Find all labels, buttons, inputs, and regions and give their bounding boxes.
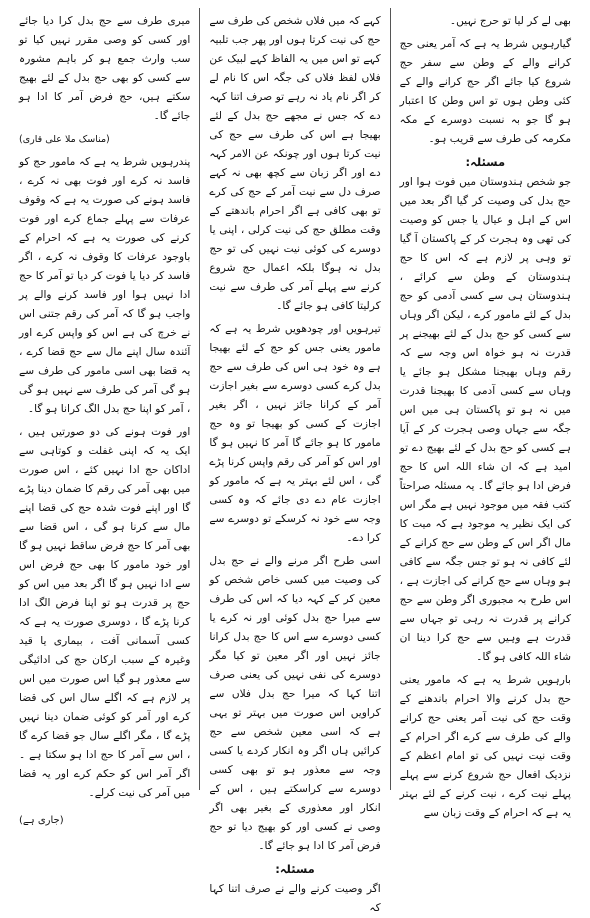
paragraph: اگر وصیت کرنے والے نے صرف اتنا کہا کہ [209, 883, 381, 914]
paragraph: تیرہویں اور چودھویں شرط یہ ہے کہ مامور یعنی جس کو حج کے لئے بھیجا ہے وہ خود ہی اس کی طرف سے حج بدل کرے کسی دوسرے سے بغیر اجازت آمر کے کرانا جائز نہیں ، اگر بغیر اجازت کے کسی کو بھیجا تو وہ حج مامور کا ہو جائے گا آمر کا نہیں ہو گا اور اس کو آمر کی رقم واپس کرنا پڑے گی ، اس لئے بہتر یہ ہے کہ مامور کو اجازت عام دے دی جائے کہ وہ کسی وجہ سے خود نہ کرسکے تو دوسرے سے کرا دے۔ [209, 323, 381, 544]
paragraph: جو شخص ہندوستان میں فوت ہوا اور حج بدل کی وصیت کر گیا اگر بعد میں اس کے اہل و عیال یا جس کو وصیت کی تھی وہ ہجرت کر کے پاکستان آ گیا تو وہی پر لازم ہے کہ اس کا حج ہندوستان کے وطن سے کرائے ، ہندوستان ہی سے کسی آدمی کو حج بدل کے لئے مامور کرے ، لیکن اگر وہاں سے کسی کو حج بدل کے لئے بھیجنے پر قدرت نہ ہو خواہ اس وجہ سے کہ رقم وہاں بھیجنا مشکل ہو جائے یا وہاں سے کسی آدمی کا بھیجنا قدرت میں نہ ہو تو پاکستان ہی میں اس جگہ سے جہاں وصی ہجرت کر کے آیا ہے کسی کو حج بدل کے لئے بھیج دے تو امید ہے کہ ان شاء اللہ اس کا حج فرض ادا ہو جائے گا۔ یہ مسئلہ صراحتاً کتب فقہ میں موجود نہیں ہے مگر اس کی ایک نظیر یہ موجود ہے کہ میت کا مال اگر اس کے وطن سے حج کرانے کے لئے کافی نہ ہو تو جس جگہ سے کافی ہو وہاں سے حج کرانے کی اجازت ہے ، اس طرح بہ مجبوری اگر وطن سے حج کرانے پر قدرت نہ رہی تو جہاں سے قدرت ہے وہیں سے حج کرا دینا ان شاء اللہ کافی ہو گا۔ [399, 176, 571, 663]
paragraph: کہے کہ میں فلاں شخص کی طرف سے حج کی نیت کرتا ہوں اور پھر جب تلبیہ کہے تو اس میں یہ الفاظ کہے لبیک عن فلاں لفظ فلاں کی جگہ اس کا نام لے کر اگر نام یاد نہ رہے تو صرف اتنا کہہ دے کہ جس نے مجھے حج بدل کے لئے بھیجا ہے اس کی طرف سے حج کی نیت کرتا ہوں اور چونکہ عن الامر کہہ دے اور اگر زبان سے کچھ بھی نہ کہے صرف دل سے نیت آمر کے حج کی کرے تو بھی کافی ہے اگر احرام باندھتے کے وقت مطلق حج کی نیت کرلی ، اپنی یا دوسرے کی کوئی نیت نہیں کی تو حج بدل نہ ہوگا بلکہ اعمال حج شروع کرنے سے پہلے آمر کی طرف سے نیت کرلیتا کافی ہو جائے گا۔ [209, 15, 381, 312]
paragraph: اور فوت ہونے کی دو صورتیں ہیں ، ایک یہ کہ اپنی غفلت و کوتاہی سے اداکان حج ادا نہیں کئے ، اس صورت میں بھی آمر کی رقم کا ضمان دینا پڑے گا اور اپنے فوت شدہ حج کی قضا اپنے مال سے کرنا ہو گی ، اس قضا سے بھی آمر کا حج فرض ساقط نہیں ہو گا اور خود مامور کا بھی حج فرض اس سے ادا نہیں ہو گا اگر بعد میں اس کو حج پر قدرت ہو تو اپنا فرض الگ ادا کرنا پڑے گا ، دوسری صورت یہ ہے کہ کسی آسمانی آفت ، بیماری یا قید وغیرہ کے سبب ارکان حج کی ادائیگی سے معذور ہو گیا اس صورت میں اس پر لازم ہے کہ اگلے سال اس کی قضا کرے اور آمر کو کوئی ضمان دینا نہیں پڑے گا ، مگر اگلے سال جو قضا کرے گا ، اس سے آمر کا حج ادا ہو سکتا ہے ۔ اگر آمر اس کو حکم کرے اور یہ قضا میں آمر کی نیت کرلے۔ [19, 426, 191, 799]
section-heading: مسئلہ: [275, 862, 315, 876]
text-column-right [391, 8, 580, 819]
paragraph: بھی لے کر لیا تو حرج نہیں۔ [449, 15, 571, 27]
paragraph: میری طرف سے حج بدل کرا دیا جائے اور کسی کو وصی مقرر نہیں کیا تو سب وارث جمع ہو کر باہم مشورہ سے کسی کو بھی حج بدل کے لئے بھیج سکتے ہیں، حج فرض آمر کا ادا ہو جائے گا۔ [19, 15, 191, 122]
citation: (مناسک ملا علی قاری) [19, 134, 110, 145]
paragraph: اسی طرح اگر مرنے والے نے حج بدل کی وصیت میں کسی خاص شخص کو معین کر کے کہہ دیا کہ اس کی طرف سے میرا حج بدل کوئی اور نہ کرے یا کسی دوسرے سے اس کا حج بدل کرانا جائز نہیں اور اگر معین تو کیا مگر دوسرے کی نفی نہیں کی یعنی صرف اتنا کہا کہ میرا حج بدل فلاں سے کراویں اس صورت میں بہتر تو یہی ہے کہ اسی معین شخص سے حج کرائیں ہاں اگر وہ انکار کردے یا کسی وجہ سے معذور ہو تو بھی کسی دوسرے سے کراسکتے ہیں ، اس کے انکار اور معذوری کے بغیر بھی اگر وصی نے کسی اور کو بھیج دیا تو حج فرض آمر کا ادا ہو جائے گا۔ [209, 555, 381, 852]
continued-note: (جاری ہے) [19, 815, 64, 826]
paragraph: گیارہویں شرط یہ ہے کہ آمر یعنی حج کرانے والے کے وطن سے سفر حج شروع کیا جائے اگر حج کرانے والے کے کئی وطن ہوں تو اس وطن کا اعتبار ہو گا جو بہ نسبت دوسرے کے مکہ مکرمہ کی طرف سے قریب ہو۔ [399, 38, 571, 145]
paragraph: بارہویں شرط یہ ہے کہ مامور یعنی حج بدل کرنے والا احرام باندھنے کے وقت حج کی نیت آمر یعنی حج کرانے والے کی طرف سے کرے اگر احرام کے وقت نیت نہیں کی تو امام اعظم کے نزدیک افعال حج شروع کرنے سے پہلے پہلے نیت کرے ، نیت کرنے کے لئے بہتر یہ ہے کہ احرام کے وقت زبان سے [399, 674, 571, 819]
text-column-left [10, 8, 200, 826]
paragraph: پندرہویں شرط یہ ہے کہ مامور حج کو فاسد نہ کرے اور فوت بھی نہ کرے ، فاسد ہونے کی صورت یہ ہے کہ وقوف عرفات سے پہلے جماع کرے اور فوت کرنے کی صورت یہ ہے کہ احرام کے باوجود عرفات کا وقوف نہ کرے ، اگر فاسد کر دیا یا فوت کر دیا تو آمر کا حج ادا نہیں ہوا اور فاسد کرنے والے پر واجب ہو گا کہ آمر کی رقم جتنی اس نے خرچ کی ہے اس کو واپس کرے اور آئندہ سال اپنے مال سے حج قضا کرے ، یہ قضا بھی اسی مامور کی طرف سے ہو گی آمر کی طرف سے نہیں ہو گی ، آمر کو اپنا حج بدل الگ کرانا ہو گا۔ [19, 156, 191, 415]
section-heading: مسئلہ: [465, 155, 506, 169]
text-column-middle [200, 8, 390, 914]
